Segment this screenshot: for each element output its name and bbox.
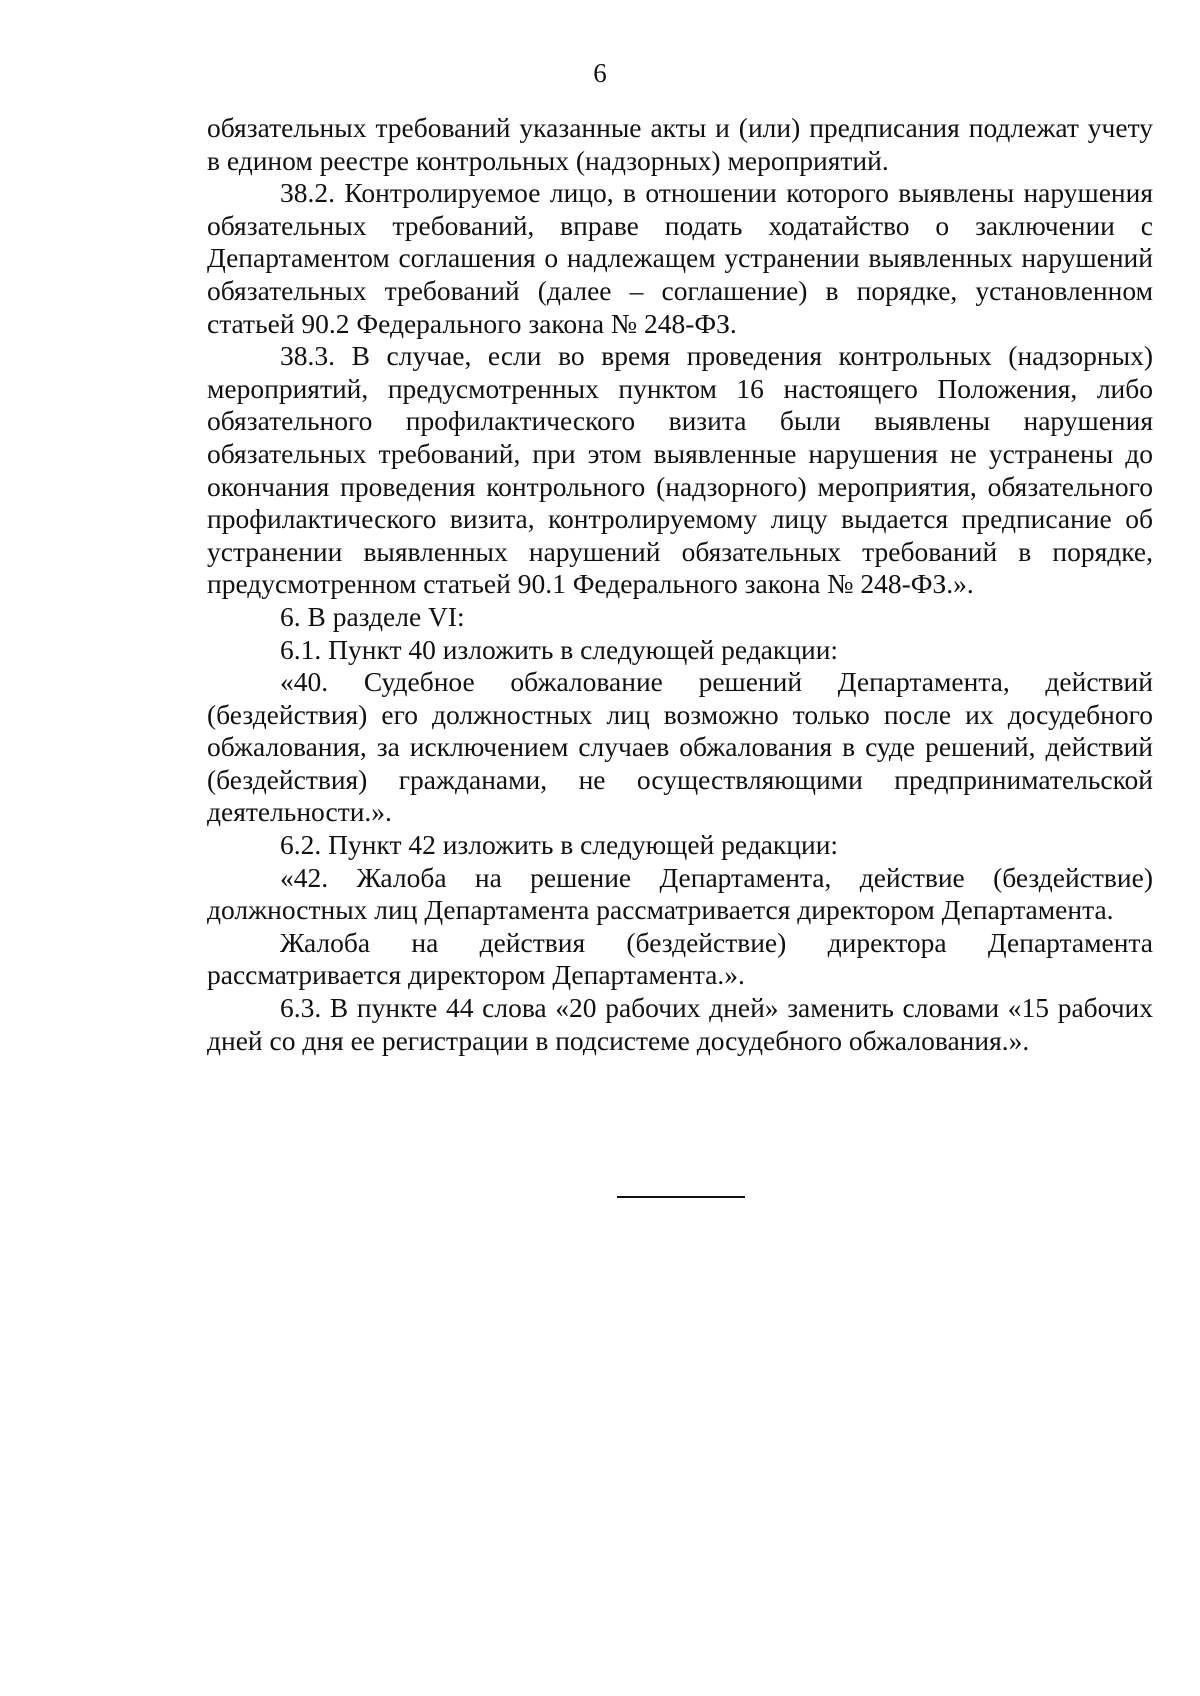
paragraph-point-40: «40. Судебное обжалование решений Департамента, действий (бездействия) его должностных лиц возможно только после их досудебного обжалования, за исключением случаев обжалования в суде решений, действий (бездействия) гражданами, не осуществляющими предпринимательской деятельности.». — [207, 666, 1153, 828]
paragraph-38-3: 38.3. В случае, если во время проведения контрольных (надзорных) мероприятий, предусмотренных пунктом 16 настоящего Положения, либо обязательного профилактического визита были выявлены нарушения обязательных требований, при этом выявленные нарушения не устранены до окончания проведения контрольного (надзорного) мероприятия, обязательного профилактического визита, контролируемому лицу выдается предписание об устранении выявленных нарушений обязательных требований в порядке, предусмотренном статьей 90.1 Федерального закона № 248-ФЗ.». — [207, 340, 1153, 600]
paragraph-point-42-complaint: Жалоба на действия (бездействие) директора Департамента рассматривается директором Департамента.». — [207, 926, 1153, 991]
paragraph-6-3: 6.3. В пункте 44 слова «20 рабочих дней» заменить словами «15 рабочих дней со дня ее регистрации в подсистеме досудебного обжалования.». — [207, 992, 1153, 1056]
paragraph-6-2: 6.2. Пункт 42 изложить в следующей редакции: — [280, 829, 839, 861]
paragraph-6-1: 6.1. Пункт 40 изложить в следующей редакции: — [280, 633, 839, 665]
paragraph-continuation: обязательных требований указанные акты и (или) предписания подлежат учету в едином реестре контрольных (надзорных) мероприятий. — [207, 112, 1153, 176]
end-of-text-rule — [617, 1196, 745, 1198]
paragraph-38-2: 38.2. Контролируемое лицо, в отношении которого выявлены нарушения обязательных требований, вправе подать ходатайство о заключении с Департаментом соглашения о надлежащем устранении выявленных нарушений обязательных требований (далее – соглашение) в порядке, установленном статьей 90.2 Федерального закона № 248-ФЗ. — [207, 177, 1153, 339]
paragraph-section-6: 6. В разделе VI: — [280, 600, 465, 632]
paragraph-point-42: «42. Жалоба на решение Департамента, действие (бездействие) должностных лиц Департамента рассматривается директором Департамента. — [207, 861, 1153, 926]
page-number: 6 — [593, 58, 607, 88]
document-body — [207, 112, 1153, 1057]
